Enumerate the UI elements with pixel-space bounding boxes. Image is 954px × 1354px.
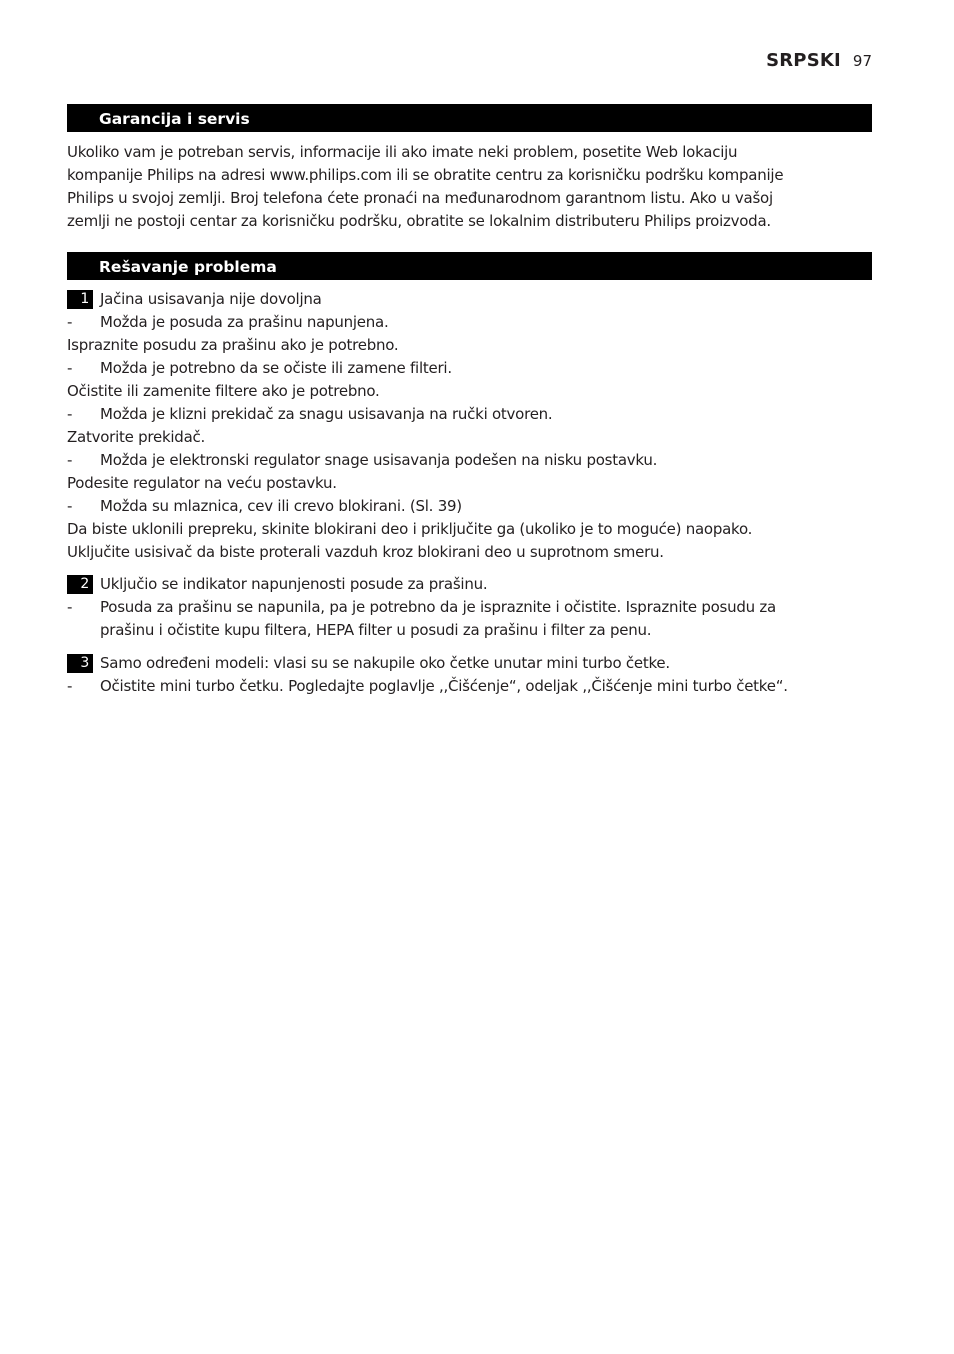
section-title-troubleshooting: Rešavanje problema	[67, 252, 872, 280]
language-label: SRPSKI	[766, 50, 841, 71]
cause-item: - Posuda za prašinu se napunila, pa je potrebno da je ispraznite i očistite. Ispraznite posudu za prašinu i očistite kupu filtera, HEPA filter u posudi za prašinu i filter za penu.	[67, 596, 872, 642]
warranty-line: zemlji ne postoji centar za korisničku podršku, obratite se lokalnim distributeru Philips proizvoda.	[67, 212, 771, 230]
page-number: 97	[852, 52, 872, 70]
problem-number-badge: 3	[67, 654, 93, 673]
problem-number-badge: 2	[67, 575, 93, 594]
cause-item: - Možda je posuda za prašinu napunjena.	[67, 313, 389, 331]
cause-item: - Možda su mlaznica, cev ili crevo blokirani. (Sl. 39)	[67, 497, 462, 515]
warranty-line: Ukoliko vam je potreban servis, informacije ili ako imate neki problem, posetite Web lokaciju	[67, 143, 738, 161]
problem-3	[67, 652, 872, 698]
problem-2	[67, 573, 872, 642]
problem-heading-text: Samo određeni modeli: vlasi su se nakupile oko četke unutar mini turbo četke.	[100, 654, 670, 672]
cause-item: - Očistite mini turbo četku. Pogledajte poglavlje ,,Čišćenje“, odeljak ,,Čišćenje mini turbo četke“.	[67, 677, 788, 695]
solution-text: Da biste uklonili prepreku, skinite blokirani deo i priključite ga (ukoliko je to moguće) naopako.	[67, 520, 753, 538]
cause-item: - Možda je potrebno da se očiste ili zamene filteri.	[67, 359, 452, 377]
solution-text: Ispraznite posudu za prašinu ako je potrebno.	[67, 336, 399, 354]
problem-1	[67, 288, 872, 564]
solution-text: Podesite regulator na veću postavku.	[67, 474, 337, 492]
cause-item: - Možda je elektronski regulator snage usisavanja podešen na nisku postavku.	[67, 451, 658, 469]
solution-text: Uključite usisivač da biste proterali vazduh kroz blokirani deo u suprotnom smeru.	[67, 543, 664, 561]
problem-heading	[67, 288, 872, 311]
solution-text: Očistite ili zamenite filtere ako je potrebno.	[67, 382, 380, 400]
problem-heading-text: Uključio se indikator napunjenosti posude za prašinu.	[100, 575, 488, 593]
section-title-warranty: Garancija i servis	[67, 104, 872, 132]
cause-text: Posuda za prašinu se napunila, pa je potrebno da je ispraznite i očistite. Ispraznite posudu za prašinu i očistite kupu filtera, HEPA filter u posudi za prašinu i filter za penu.	[100, 598, 776, 639]
problem-heading	[67, 652, 872, 675]
warranty-paragraph	[67, 141, 872, 233]
warranty-line: Philips u svojoj zemlji. Broj telefona ćete pronaći na međunarodnom garantnom listu. Ako u vašoj	[67, 189, 773, 207]
problem-heading	[67, 573, 872, 596]
problem-number-badge: 1	[67, 290, 93, 309]
solution-text: Zatvorite prekidač.	[67, 428, 206, 446]
problem-heading-text: Jačina usisavanja nije dovoljna	[100, 290, 322, 308]
warranty-line: kompanije Philips na adresi www.philips.com ili se obratite centru za korisničku podršku kompanije	[67, 166, 784, 184]
cause-item: - Možda je klizni prekidač za snagu usisavanja na ručki otvoren.	[67, 405, 553, 423]
page-header	[766, 50, 872, 71]
